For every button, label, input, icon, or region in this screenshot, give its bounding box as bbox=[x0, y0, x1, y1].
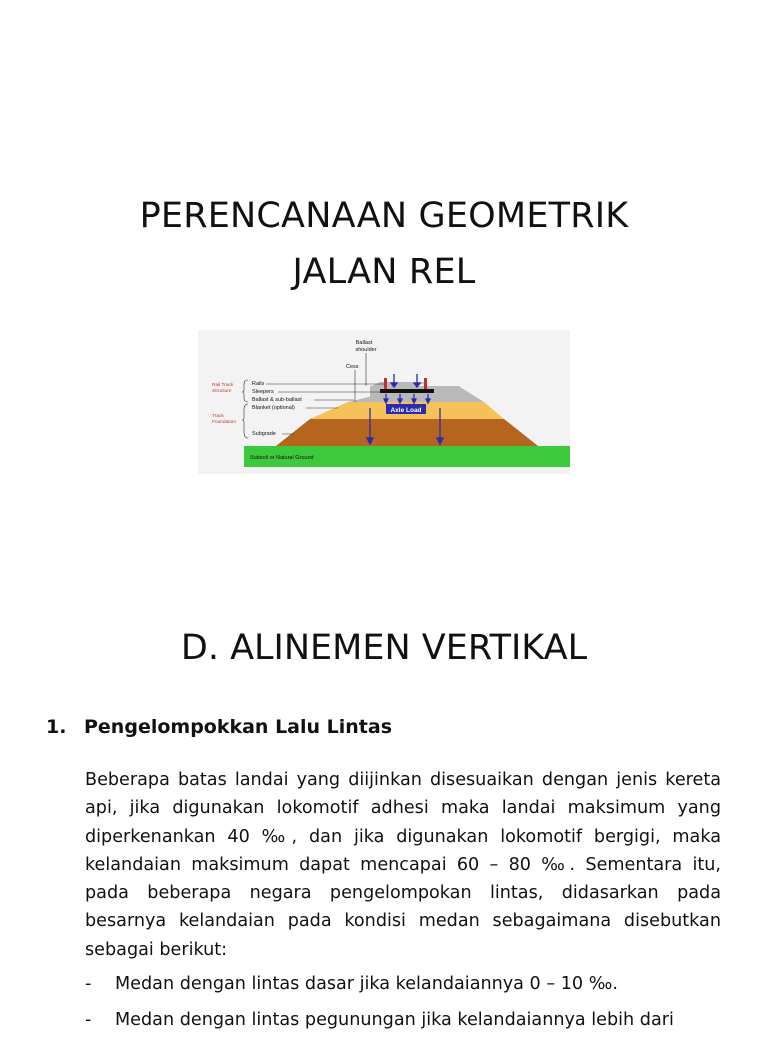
rails-label: Rails bbox=[252, 381, 265, 387]
bullet-text: Medan dengan lintas pegunungan jika kelandaiannya lebih dari bbox=[115, 1010, 674, 1030]
track-foundation-label-1: Track bbox=[212, 414, 224, 419]
track-foundation-label-2: Foundation bbox=[212, 420, 237, 425]
blanket-label: Blanket (optional) bbox=[252, 405, 295, 411]
body-paragraph: Beberapa batas landai yang diijinkan disesuaikan dengan jenis kereta api, jika digunakan lokomotif adhesi maka landai maksimum yang diperkenankan 40 ‰, dan jika digunakan lokomotif bergigi, maka kelandaian maksimum dapat mencapai 60 – 80 ‰. Sementara itu, pada beberapa negara pengelompokan lintas, didasarkan pada besarnya kelandaian pada kondisi medan sebagaimana disebutkan sebagai berikut: bbox=[85, 770, 721, 960]
rail-right bbox=[424, 378, 427, 389]
rail-track-structure-label-1: Rail Track bbox=[212, 383, 234, 388]
list-item bbox=[85, 966, 725, 1002]
heading-text: Pengelompokkan Lalu Lintas bbox=[84, 716, 393, 738]
cess-label: Cess bbox=[346, 364, 359, 370]
list-item bbox=[85, 1002, 725, 1038]
rail-track-structure-label-2: Structure bbox=[212, 389, 232, 394]
sleepers-label: Sleepers bbox=[252, 389, 274, 395]
slide-title-line-2: JALAN REL bbox=[292, 252, 476, 292]
rail-left bbox=[384, 378, 387, 389]
heading-number: 1. bbox=[46, 716, 67, 738]
ballast-label: Ballast & sub-ballast bbox=[252, 397, 302, 403]
slide-title-line-1: PERENCANAAN GEOMETRIK bbox=[139, 196, 629, 236]
ballast-shoulder-label-1: Ballast bbox=[355, 340, 373, 346]
ballast-shoulder-label-2: shoulder bbox=[355, 347, 377, 353]
section-title: D. ALINEMEN VERTIKAL bbox=[180, 628, 588, 668]
rail-track-cross-section-figure bbox=[198, 330, 570, 474]
bullet-dash: - bbox=[85, 1010, 92, 1030]
axle-load-label: Axle Load bbox=[390, 407, 422, 414]
sleeper bbox=[380, 389, 434, 393]
slide-title bbox=[0, 188, 768, 300]
subgrade-label: Subgrade bbox=[252, 431, 276, 437]
bullet-text: Medan dengan lintas dasar jika kelandaiannya 0 – 10 ‰. bbox=[115, 974, 618, 994]
bullet-list bbox=[85, 966, 725, 1038]
subsoil-label: Subsoil or Natural Ground bbox=[250, 455, 314, 461]
numbered-heading bbox=[46, 716, 392, 738]
bullet-dash: - bbox=[85, 974, 92, 994]
subgrade-layer bbox=[276, 419, 538, 446]
